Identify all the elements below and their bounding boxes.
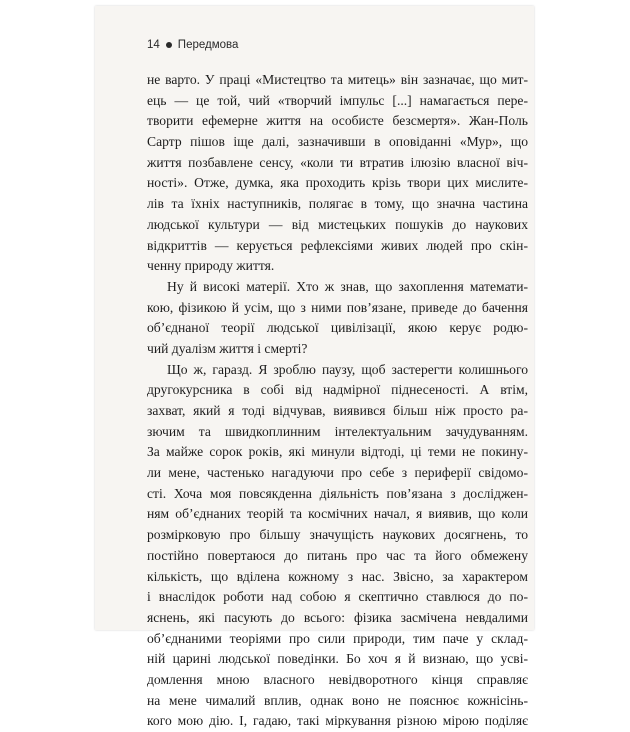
text-line: об’єднаної теорії людської цивілізації, якою керує родю- xyxy=(147,320,528,336)
text-line: об’єднаними теоріями про сили природи, тим паче у склад- xyxy=(147,630,528,646)
text-line: лів та їхніх наступників, полягає в тому, що значна частина xyxy=(147,196,528,212)
body-text xyxy=(147,70,528,732)
text-line: кою, фізикою й усім, що з ними пов’язане, приведе до бачення xyxy=(147,299,528,315)
text-line: не варто. У праці «Мистецтво та митець» він зазначає, що мит- xyxy=(147,72,528,87)
text-line: ченну природу життя. xyxy=(147,258,275,274)
text-line: ли мене, частенько нагадуючи про себе з периферії свідомо- xyxy=(147,465,528,481)
section-title: Передмова xyxy=(177,39,239,51)
text-line: відкриттів — керується рефлексіями живих людей про скін- xyxy=(147,237,528,253)
text-line: Сартр пішов іще далі, зазначивши в оповіданні «Мур», що xyxy=(147,134,528,150)
text-line: на мене чималий вплив, однак воно не пояснює кожнісінь- xyxy=(147,692,528,708)
running-header xyxy=(147,39,238,51)
text-line: За майже сорок років, які минули відтоді, ці теми не покину- xyxy=(147,444,528,460)
text-line: ній царині людської поведінки. Бо хоч я й визнаю, що усві- xyxy=(147,651,528,667)
book-page xyxy=(95,6,534,729)
text-line: життя позбавлене сенсу, «коли ти втратив ілюзію власної віч- xyxy=(147,154,528,170)
text-line: ності». Отже, думка, яка проходить крізь твори цих мислите- xyxy=(147,175,528,191)
text-line: і внаслідок роботи над собою я скептично ставлюся до по- xyxy=(147,589,528,605)
text-line: домлення мною власного невідворотного кінця справляє xyxy=(147,671,528,687)
text-line: людської культури — від мистецьких пошуків до наукових xyxy=(147,216,528,232)
text-line: ням об’єднаних теорій та космічних начал, я виявив, що коли xyxy=(147,506,528,522)
text-line: зючим та швидкоплинним інтелектуальним зачудуванням. xyxy=(147,423,528,439)
text-line: Ну й високі матерії. Хто ж знав, що захоплення математи- xyxy=(167,278,528,294)
text-line: Що ж, гаразд. Я зроблю паузу, щоб застерегти колишнього xyxy=(167,361,528,377)
bullet-separator-icon xyxy=(166,42,172,48)
text-line: кількість, що вділена кожному з нас. Звісно, за характером xyxy=(147,568,528,584)
text-line: постійно повертаюся до питань про час та його обмежену xyxy=(147,547,528,563)
text-line: творити ефемерне життя на особисте безсмертя». Жан-Поль xyxy=(147,113,528,129)
text-line: чий дуалізм життя і смерті? xyxy=(147,340,308,356)
text-line: другокурсника в собі від надмірної піднесеності. А втім, xyxy=(147,382,528,398)
text-line: кого мою дію. І, гадаю, такі міркування різною мірою поділяє xyxy=(147,713,528,729)
page-number: 14 xyxy=(147,39,160,51)
text-line: ець — це той, чий «творчий імпульс [...] намагається пере- xyxy=(147,92,528,108)
text-line: яснень, які пасують до всього: фізика засмічена невдалими xyxy=(147,609,528,625)
text-line: захват, який я тоді відчував, виявився більш ніж просто ра- xyxy=(147,403,528,418)
text-line: сті. Хоча моя повсякденна діяльність пов’язана з досліджен- xyxy=(147,485,528,501)
text-line: розмірковую про більшу значущість наукових досягнень, то xyxy=(147,527,528,543)
